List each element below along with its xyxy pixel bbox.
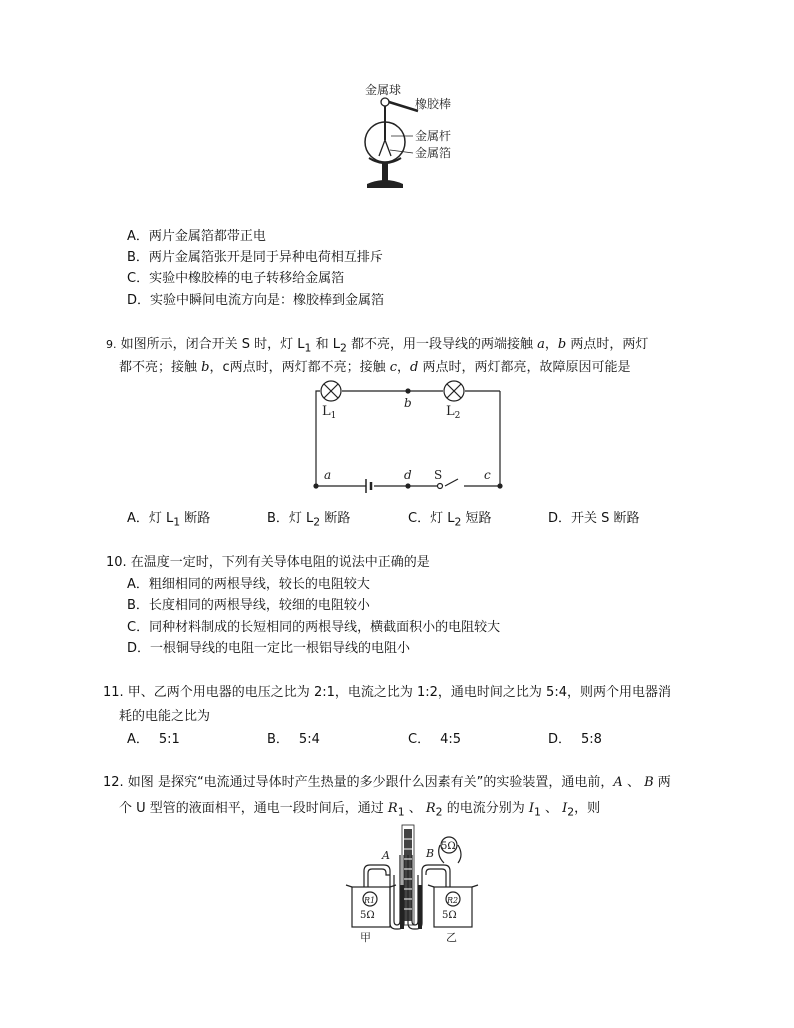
q12-text: I bbox=[562, 801, 568, 816]
q12-text: 、 bbox=[404, 801, 426, 816]
opt-text: 断路 bbox=[320, 511, 351, 526]
circuit-label-c: c bbox=[484, 468, 491, 482]
q9-text: 两点时，两灯 bbox=[566, 337, 649, 352]
opt-text: 短路 bbox=[461, 511, 492, 526]
q12-text: 12. 如图 是探究“电流通过导体时产生热量的多少跟什么因素有关”的实验装置，通电前， bbox=[103, 775, 614, 790]
q9-text: ， bbox=[544, 337, 558, 352]
sub: 2 bbox=[339, 341, 347, 355]
q9-option-c bbox=[408, 507, 491, 529]
circuit-label-L2: $L_2$ bbox=[446, 404, 461, 421]
opt-label: C． bbox=[408, 732, 431, 747]
fig-label-jia: 甲 bbox=[360, 931, 371, 944]
fig-label-R1: R1 bbox=[364, 896, 376, 905]
q11-option-d bbox=[548, 728, 602, 747]
q12-text: 、 bbox=[540, 801, 563, 816]
circuit-label-a: a bbox=[324, 468, 332, 482]
q9-text: 如图所示，闭合开关 S 时，灯 L bbox=[120, 337, 305, 352]
q10-option-a: A．粗细相同的两根导线，较长的电阻较大 bbox=[127, 577, 370, 592]
circuit-label-L1: $L_1$ bbox=[322, 404, 337, 421]
q11-option-c bbox=[408, 728, 461, 747]
q9-text: ，c两点时，两灯都不亮；接触 bbox=[209, 360, 390, 375]
opt-label: A． bbox=[127, 732, 149, 747]
q12-text: R bbox=[387, 801, 398, 816]
q9-option-b bbox=[267, 507, 350, 529]
q11-stem-line2: 耗的电能之比为 bbox=[119, 709, 211, 724]
q12-apparatus-figure bbox=[340, 815, 490, 945]
q9-text: b bbox=[557, 337, 567, 352]
q9-text: a bbox=[537, 337, 545, 352]
circuit-label-S: S bbox=[434, 468, 443, 482]
opt-text: B．灯 L bbox=[267, 511, 314, 526]
q12-text: 的电流分别为 bbox=[442, 801, 529, 816]
q8-option-d: D．实验中瞬间电流方向是：橡胶棒到金属箔 bbox=[127, 293, 385, 308]
fig-label-r-top: 5Ω bbox=[441, 841, 456, 852]
q10-stem: 10. 在温度一定时，下列有关导体电阻的说法中正确的是 bbox=[106, 555, 430, 570]
q9-option-d bbox=[548, 507, 640, 526]
q10-option-d: D．一根铜导线的电阻一定比一根铝导线的电阻小 bbox=[127, 641, 411, 656]
label-metal-rod: 金属杆 bbox=[415, 129, 452, 143]
opt-value: 5:4 bbox=[298, 732, 320, 747]
q12-text: I bbox=[528, 801, 534, 816]
label-metal-ball: 金属球 bbox=[365, 83, 402, 97]
q9-option-a bbox=[127, 507, 210, 529]
q8-option-b: B．两片金属箔张开是同于异种电荷相互排斥 bbox=[127, 250, 383, 265]
q11-option-a bbox=[127, 728, 180, 747]
circuit-label-b: b bbox=[404, 396, 412, 410]
sub: 1 bbox=[533, 805, 541, 819]
fig-label-R2: R2 bbox=[447, 896, 459, 905]
q11-option-b bbox=[267, 728, 320, 747]
sub: 2 bbox=[435, 805, 443, 819]
q12-text: R bbox=[425, 801, 436, 816]
q9-text: 都不亮；接触 bbox=[119, 360, 202, 375]
opt-value: 4:5 bbox=[440, 732, 461, 747]
opt-text: D．开关 S 断路 bbox=[548, 511, 640, 526]
sub: 1 bbox=[397, 805, 405, 819]
opt-value: 5:8 bbox=[581, 732, 602, 747]
opt-text: C．灯 L bbox=[408, 511, 455, 526]
sub: 2 bbox=[454, 515, 462, 529]
fig-label-r-right: 5Ω bbox=[442, 910, 457, 921]
opt-text: A．灯 L bbox=[127, 511, 174, 526]
q12-text: B bbox=[644, 775, 654, 790]
fig-label-r-left: 5Ω bbox=[360, 910, 375, 921]
q10-option-c: C．同种材料制成的长短相同的两根导线，横截面积小的电阻较大 bbox=[127, 620, 501, 635]
label-metal-foil: 金属箔 bbox=[415, 146, 452, 160]
opt-text: 断路 bbox=[180, 511, 211, 526]
q9-text: 和 L bbox=[311, 337, 340, 352]
opt-label: D． bbox=[548, 732, 572, 747]
q9-number: 9. bbox=[106, 338, 117, 351]
q9-text: ， bbox=[397, 360, 411, 375]
label-rubber-rod: 橡胶棒 bbox=[415, 97, 452, 111]
q9-stem-line2 bbox=[119, 356, 631, 375]
fig-label-A: A bbox=[382, 849, 390, 862]
q9-text: 两点时，两灯都亮，故障原因可能是 bbox=[418, 360, 631, 375]
q9-text: b bbox=[201, 360, 210, 375]
q12-text: ，则 bbox=[574, 801, 601, 816]
q12-text: 个 U 型管的液面相平，通电一段时间后，通过 bbox=[119, 801, 388, 816]
q12-text: 、 bbox=[622, 775, 645, 790]
q8-option-a: A．两片金属箔都带正电 bbox=[127, 229, 266, 244]
sub: 2 bbox=[567, 805, 575, 819]
fig-label-B: B bbox=[426, 847, 435, 860]
q9-text: d bbox=[410, 360, 419, 375]
sub: 1 bbox=[173, 515, 181, 529]
circuit-label-d: d bbox=[404, 468, 412, 482]
electroscope-figure bbox=[355, 80, 475, 202]
opt-label: B． bbox=[267, 732, 289, 747]
q8-option-c: C．实验中橡胶棒的电子转移给金属箔 bbox=[127, 271, 345, 286]
q9-circuit-diagram bbox=[300, 375, 520, 500]
q12-stem-line1 bbox=[103, 771, 671, 790]
sub: 1 bbox=[304, 341, 312, 355]
fig-label-yi: 乙 bbox=[446, 931, 457, 944]
sub: 2 bbox=[313, 515, 321, 529]
q9-text: c bbox=[389, 360, 398, 375]
opt-value: 5:1 bbox=[158, 732, 180, 747]
q10-option-b: B．长度相同的两根导线，较细的电阻较小 bbox=[127, 598, 370, 613]
q12-text: A bbox=[613, 775, 623, 790]
q11-stem-line1: 11. 甲、乙两个用电器的电压之比为 2:1，电流之比为 1:2，通电时间之比为 5:4，则两个用电器消 bbox=[103, 685, 671, 700]
q9-text: 都不亮，用一段导线的两端接触 bbox=[346, 337, 538, 352]
q9-stem-line1 bbox=[106, 333, 648, 355]
q12-text: 两 bbox=[653, 775, 671, 790]
